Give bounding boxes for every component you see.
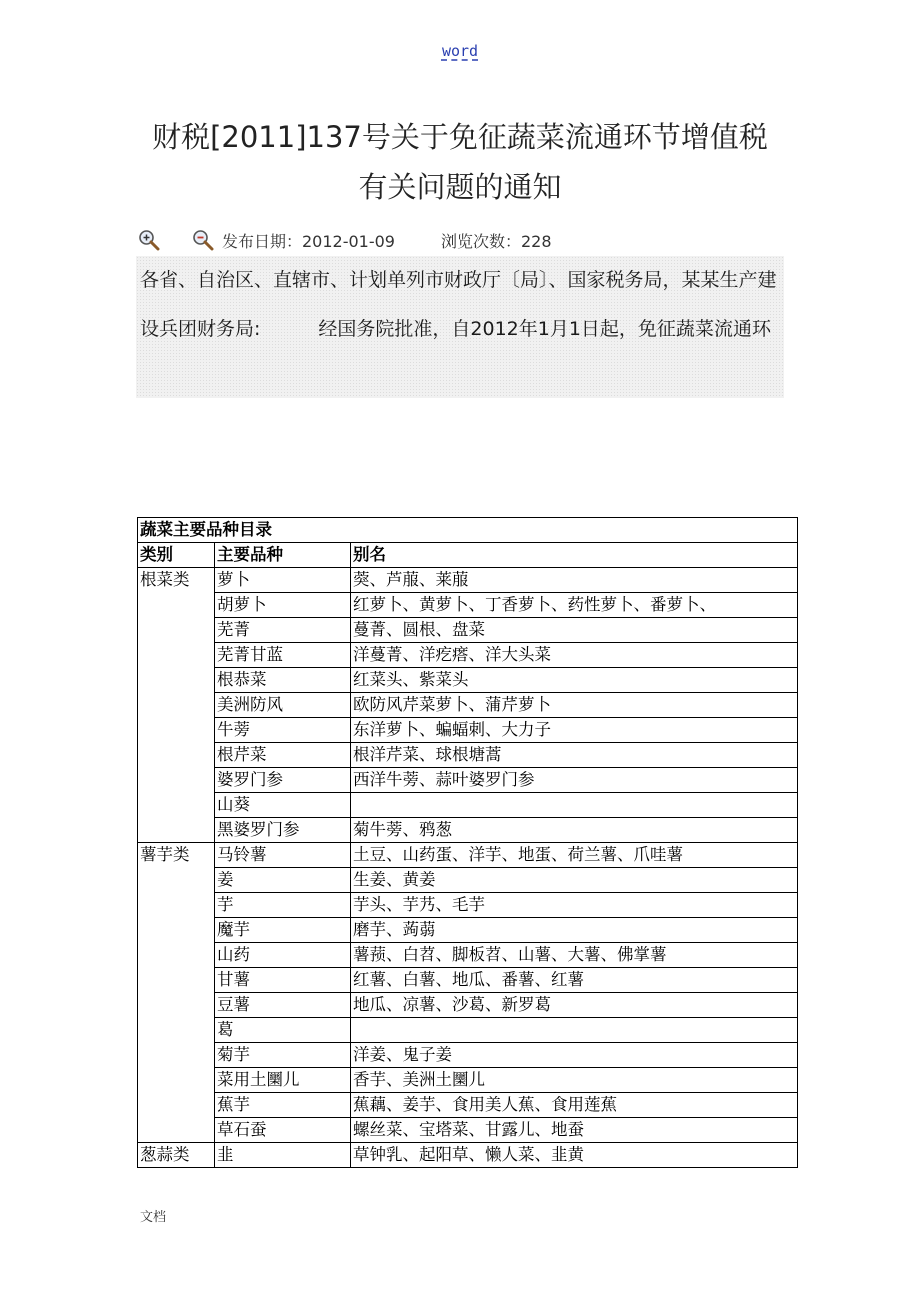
variety-cell: 山药 xyxy=(215,943,351,968)
table-row xyxy=(138,968,798,993)
variety-cell: 芋 xyxy=(215,893,351,918)
variety-cell: 黑婆罗门参 xyxy=(215,818,351,843)
alias-cell: 螺丝菜、宝塔菜、甘露儿、地蚕 xyxy=(351,1118,798,1143)
variety-cell: 韭 xyxy=(215,1143,351,1168)
table-row xyxy=(138,868,798,893)
variety-cell: 蕉芋 xyxy=(215,1093,351,1118)
alias-cell: 洋蔓菁、洋疙瘩、洋大头菜 xyxy=(351,643,798,668)
alias-cell: 香芋、美洲土圞儿 xyxy=(351,1068,798,1093)
table-row xyxy=(138,1018,798,1043)
notice-excerpt xyxy=(136,256,784,398)
table-row xyxy=(138,718,798,743)
alias-cell xyxy=(351,793,798,818)
table-row xyxy=(138,643,798,668)
page-title xyxy=(120,112,800,212)
variety-cell: 马铃薯 xyxy=(215,843,351,868)
variety-cell: 葛 xyxy=(215,1018,351,1043)
variety-cell: 菜用土圞儿 xyxy=(215,1068,351,1093)
vegetable-catalog-table xyxy=(137,517,798,1168)
table-row xyxy=(138,818,798,843)
meta-bar xyxy=(138,228,552,252)
variety-cell: 根芹菜 xyxy=(215,743,351,768)
category-cell: 葱蒜类 xyxy=(138,1143,215,1168)
variety-cell: 芜菁 xyxy=(215,618,351,643)
alias-cell: 芋头、芋艿、毛芋 xyxy=(351,893,798,918)
footer-label: 文档 xyxy=(140,1210,167,1225)
variety-cell: 魔芋 xyxy=(215,918,351,943)
variety-cell: 胡萝卜 xyxy=(215,593,351,618)
table-row xyxy=(138,893,798,918)
alias-cell: 蕉藕、姜芋、食用美人蕉、食用莲蕉 xyxy=(351,1093,798,1118)
title-line-2: 有关问题的通知 xyxy=(358,170,562,204)
alias-cell xyxy=(351,1018,798,1043)
variety-cell: 菊芋 xyxy=(215,1043,351,1068)
table-row xyxy=(138,743,798,768)
variety-cell: 甘薯 xyxy=(215,968,351,993)
table-row xyxy=(138,918,798,943)
variety-cell: 根恭菜 xyxy=(215,668,351,693)
variety-cell: 姜 xyxy=(215,868,351,893)
publish-date: 发布日期：2012-01-09 xyxy=(222,231,395,251)
table-row xyxy=(138,668,798,693)
variety-cell: 芜菁甘蓝 xyxy=(215,643,351,668)
table-row xyxy=(138,593,798,618)
variety-cell: 草石蚕 xyxy=(215,1118,351,1143)
table-row xyxy=(138,768,798,793)
variety-cell: 萝卜 xyxy=(215,568,351,593)
word-link[interactable] xyxy=(0,42,920,60)
alias-cell: 红菜头、紫菜头 xyxy=(351,668,798,693)
alias-cell: 西洋牛蒡、蒜叶婆罗门参 xyxy=(351,768,798,793)
alias-cell: 土豆、山药蛋、洋芋、地蛋、荷兰薯、爪哇薯 xyxy=(351,843,798,868)
header-category: 类别 xyxy=(138,543,215,568)
table-row xyxy=(138,1068,798,1093)
header-variety: 主要品种 xyxy=(215,543,351,568)
alias-cell: 菊牛蒡、鸦葱 xyxy=(351,818,798,843)
table-row xyxy=(138,993,798,1018)
alias-cell: 地瓜、凉薯、沙葛、新罗葛 xyxy=(351,993,798,1018)
table-row xyxy=(138,1143,798,1168)
alias-cell: 东洋萝卜、蝙蝠刺、大力子 xyxy=(351,718,798,743)
category-cell: 薯芋类 xyxy=(138,843,215,1143)
table-row xyxy=(138,1043,798,1068)
table-row xyxy=(138,1093,798,1118)
title-line-1: 财税[2011]137号关于免征蔬菜流通环节增值税 xyxy=(152,120,768,154)
table-title: 蔬菜主要品种目录 xyxy=(138,518,798,543)
alias-cell: 红薯、白薯、地瓜、番薯、红薯 xyxy=(351,968,798,993)
alias-cell: 薯蓣、白苕、脚板苕、山薯、大薯、佛掌薯 xyxy=(351,943,798,968)
table-row xyxy=(138,618,798,643)
zoom-out-icon[interactable] xyxy=(192,229,214,251)
table-body xyxy=(138,518,798,1168)
alias-cell: 根洋芹菜、球根塘蒿 xyxy=(351,743,798,768)
table-row xyxy=(138,843,798,868)
view-count: 浏览次数：228 xyxy=(441,231,552,251)
table-row xyxy=(138,568,798,593)
word-link-text[interactable]: word xyxy=(441,42,479,60)
variety-cell: 豆薯 xyxy=(215,993,351,1018)
table-header-row xyxy=(138,543,798,568)
variety-cell: 婆罗门参 xyxy=(215,768,351,793)
category-cell: 根菜类 xyxy=(138,568,215,843)
variety-cell: 山葵 xyxy=(215,793,351,818)
alias-cell: 蔓菁、圆根、盘菜 xyxy=(351,618,798,643)
alias-cell: 草钟乳、起阳草、懒人菜、韭黄 xyxy=(351,1143,798,1168)
header-alias: 别名 xyxy=(351,543,798,568)
alias-cell: 磨芋、蒟蒻 xyxy=(351,918,798,943)
table-row xyxy=(138,943,798,968)
alias-cell: 洋姜、鬼子姜 xyxy=(351,1043,798,1068)
zoom-in-icon[interactable] xyxy=(138,229,160,251)
table-row xyxy=(138,793,798,818)
alias-cell: 葖、芦菔、莱菔 xyxy=(351,568,798,593)
table-row xyxy=(138,1118,798,1143)
table-title-row xyxy=(138,518,798,543)
alias-cell: 生姜、黄姜 xyxy=(351,868,798,893)
alias-cell: 欧防风芹菜萝卜、蒲芹萝卜 xyxy=(351,693,798,718)
notice-body: 经国务院批准，自2012年1月1日起，免征蔬菜流通环 xyxy=(318,318,771,340)
table-row xyxy=(138,693,798,718)
alias-cell: 红萝卜、黄萝卜、丁香萝卜、药性萝卜、番萝卜、 xyxy=(351,593,798,618)
variety-cell: 美洲防风 xyxy=(215,693,351,718)
variety-cell: 牛蒡 xyxy=(215,718,351,743)
notice-recipients: 各省、自治区、直辖市、计划单列市财政厅〔局〕、国家税务局，某某生产建设兵团财务局: xyxy=(140,269,777,340)
